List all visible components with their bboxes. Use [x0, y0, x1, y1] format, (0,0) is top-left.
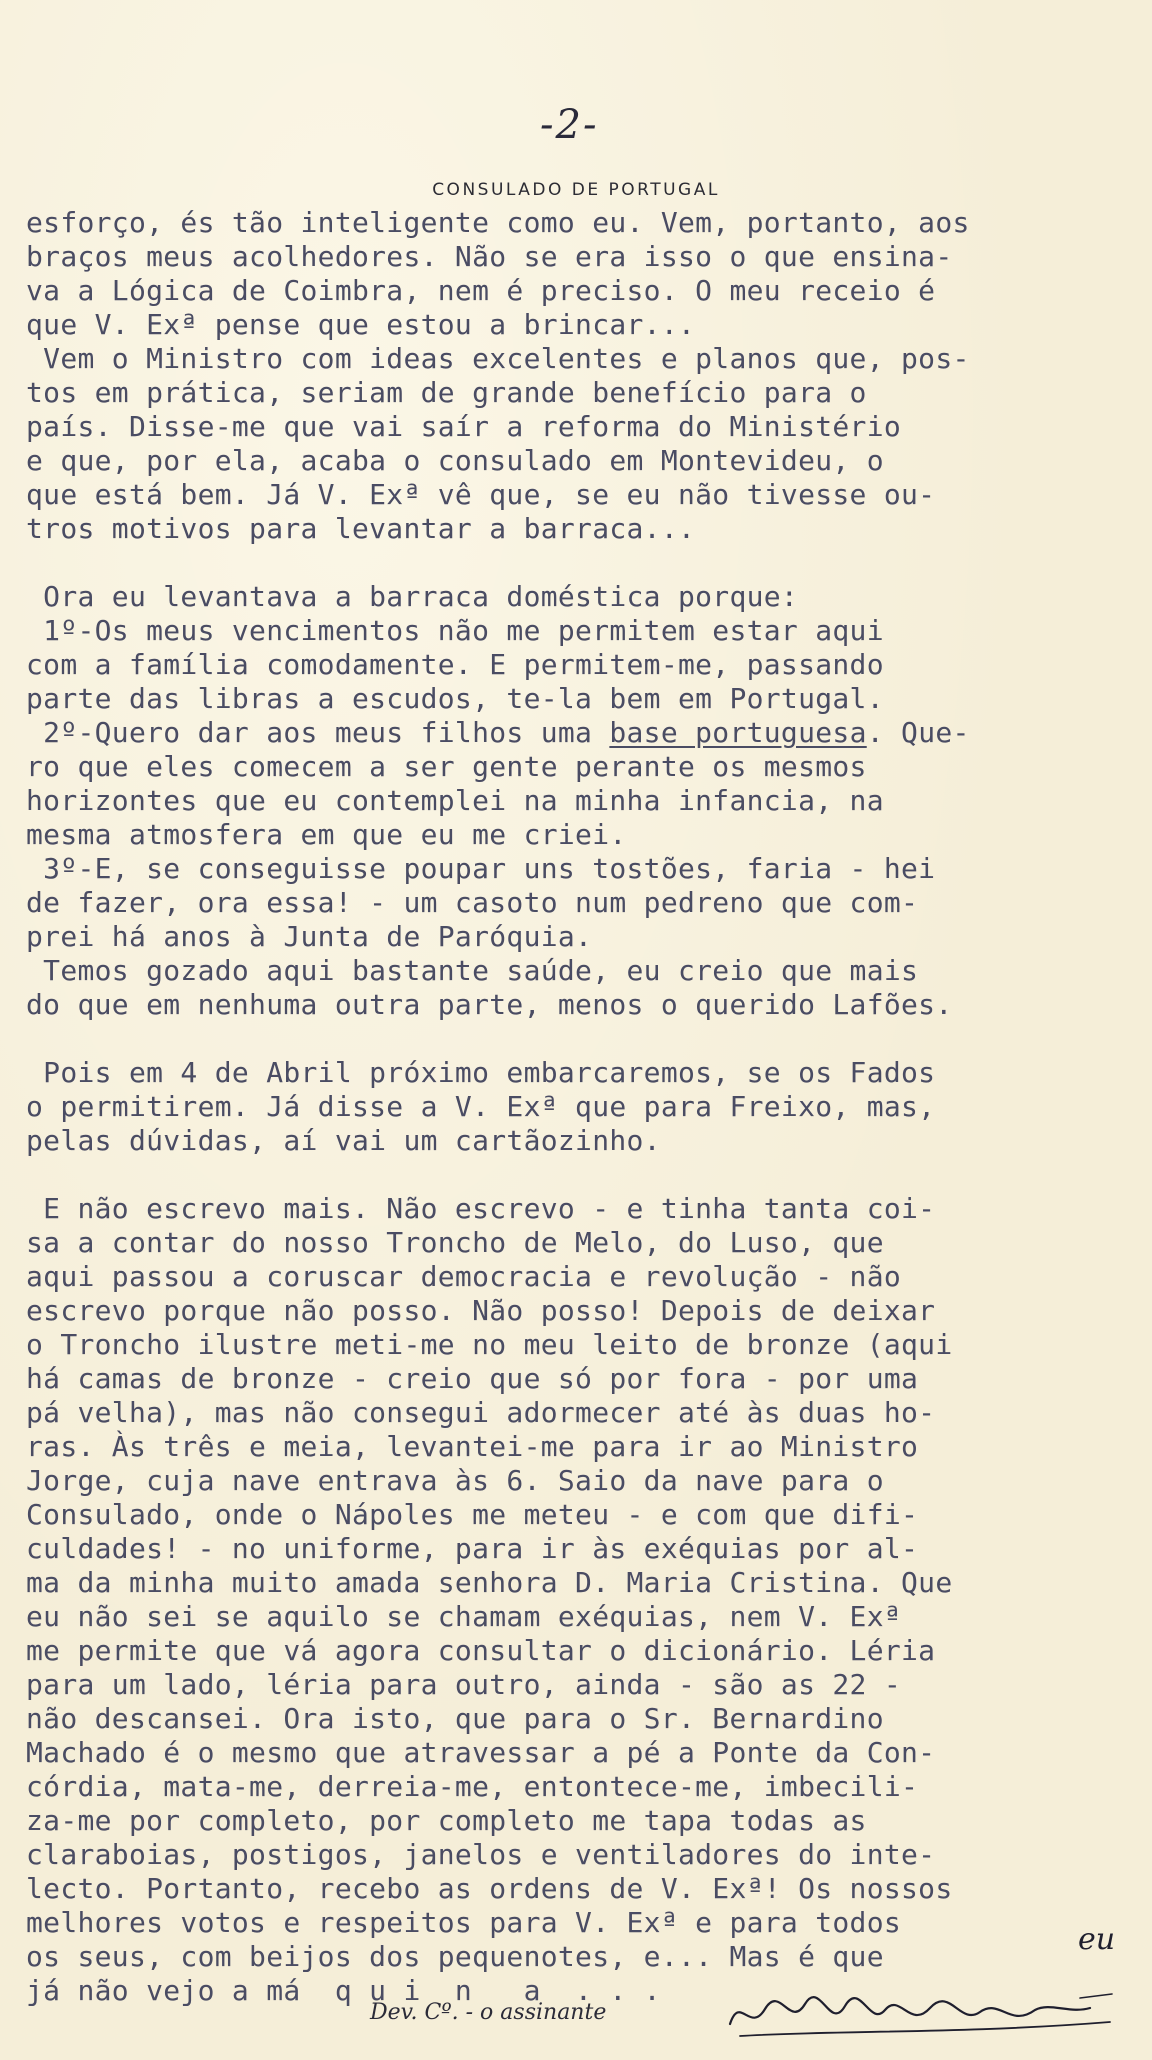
letter-body	[26, 206, 1136, 2008]
line-start: 2º-Quero dar aos meus filhos uma	[26, 716, 610, 749]
text-line: za-me por completo, por completo me tapa todas as	[26, 1804, 867, 1837]
text-line: ma da minha muito amada senhora D. Maria Cristina. Que	[26, 1566, 953, 1599]
text-line: pelas dúvidas, aí vai um cartãozinho.	[26, 1124, 661, 1157]
signature-scribble	[720, 1984, 1120, 2044]
paragraph-gap	[26, 1022, 1136, 1056]
paragraph-gap	[26, 546, 1136, 580]
text-line: Pois em 4 de Abril próximo embarcaremos, se os Fados	[26, 1056, 936, 1089]
text-line: sa a contar do nosso Troncho de Melo, do Luso, que	[26, 1226, 884, 1259]
text-line: não descansei. Ora isto, que para o Sr. Bernardino	[26, 1702, 884, 1735]
text-line: tros motivos para levantar a barraca...	[26, 512, 696, 545]
page-number: -2-	[540, 102, 599, 148]
text-line: va a Lógica de Coimbra, nem é preciso. O meu receio é	[26, 274, 936, 307]
paragraph-gap	[26, 1158, 1136, 1192]
text-line: para um lado, léria para outro, ainda - são as 22 -	[26, 1668, 902, 1701]
text-line: e que, por ela, acaba o consulado em Montevideu, o	[26, 444, 884, 477]
text-line: Machado é o mesmo que atravessar a pé a Ponte da Con-	[26, 1736, 936, 1769]
text-line: esforço, és tão inteligente como eu. Vem, portanto, aos	[26, 206, 970, 239]
text-line: melhores votos e respeitos para V. Exª e para todos	[26, 1906, 902, 1939]
text-line: córdia, mata-me, derreia-me, entontece-me, imbecili-	[26, 1770, 919, 1803]
text-line: lecto. Portanto, recebo as ordens de V. Exª! Os nossos	[26, 1872, 953, 1905]
text-line: Vem o Ministro com ideas excelentes e planos que, pos-	[26, 342, 970, 375]
text-line: Temos gozado aqui bastante saúde, eu creio que mais	[26, 954, 919, 987]
text-line: o permitirem. Já disse a V. Exª que para Freixo, mas,	[26, 1090, 936, 1123]
text-line: já não vejo a má q u i n a . . .	[26, 1974, 661, 2007]
line-end: . Que-	[866, 716, 970, 749]
text-line: país. Disse-me que vai saír a reforma do Ministério	[26, 410, 902, 443]
text-line: prei há anos à Junta de Paróquia.	[26, 920, 593, 953]
text-line: braços meus acolhedores. Não se era isso o que ensina-	[26, 240, 953, 273]
text-line	[26, 716, 1136, 750]
text-line: do que em nenhuma outra parte, menos o querido Lafões.	[26, 988, 953, 1021]
text-line: aqui passou a coruscar democracia e revolução - não	[26, 1260, 902, 1293]
text-line: que está bem. Já V. Exª vê que, se eu não tivesse ou-	[26, 478, 936, 511]
text-line: com a família comodamente. E permitem-me, passando	[26, 648, 884, 681]
text-line: claraboias, postigos, janelos e ventiladores do inte-	[26, 1838, 936, 1871]
text-line: parte das libras a escudos, te-la bem em Portugal.	[26, 682, 884, 715]
text-line: ras. Às três e meia, levantei-me para ir ao Ministro	[26, 1430, 919, 1463]
text-line: que V. Exª pense que estou a brincar...	[26, 308, 696, 341]
letterhead: CONSULADO DE PORTUGAL	[432, 180, 720, 200]
text-line: me permite que vá agora consultar o dicionário. Léria	[26, 1634, 936, 1667]
text-line: Ora eu levantava a barraca doméstica porque:	[26, 580, 799, 613]
text-line: 1º-Os meus vencimentos não me permitem estar aqui	[26, 614, 884, 647]
text-line: mesma atmosfera em que eu me criei.	[26, 818, 627, 851]
text-line: de fazer, ora essa! - um casoto num pedreno que com-	[26, 886, 919, 919]
text-line: tos em prática, seriam de grande benefício para o	[26, 376, 867, 409]
text-line: Consulado, onde o Nápoles me meteu - e com que difi-	[26, 1498, 919, 1531]
text-line: ro que eles comecem a ser gente perante os mesmos	[26, 750, 867, 783]
handwritten-insert: eu	[1078, 1922, 1116, 1957]
text-line: E não escrevo mais. Não escrevo - e tinha tanta coi-	[26, 1192, 936, 1225]
text-line: os seus, com beijos dos pequenotes, e... Mas é que	[26, 1940, 884, 1973]
text-line: o Troncho ilustre meti-me no meu leito de bronze (aqui	[26, 1328, 953, 1361]
text-line: Jorge, cuja nave entrava às 6. Saio da nave para o	[26, 1464, 884, 1497]
text-line: 3º-E, se conseguisse poupar uns tostões, faria - hei	[26, 852, 936, 885]
text-line: horizontes que eu contemplei na minha infancia, na	[26, 784, 884, 817]
text-line: eu não sei se aquilo se chamam exéquias, nem V. Exª	[26, 1600, 902, 1633]
text-line: pá velha), mas não consegui adormecer até às duas ho-	[26, 1396, 936, 1429]
handwritten-note: Dev. Cº. - o assinante	[370, 2000, 607, 2025]
text-line: escrevo porque não posso. Não posso! Depois de deixar	[26, 1294, 936, 1327]
signature-area	[340, 1990, 1130, 2050]
text-line: culdades! - no uniforme, para ir às exéquias por al-	[26, 1532, 919, 1565]
text-line: há camas de bronze - creio que só por fora - por uma	[26, 1362, 919, 1395]
underlined-phrase: base portuguesa	[609, 716, 867, 749]
